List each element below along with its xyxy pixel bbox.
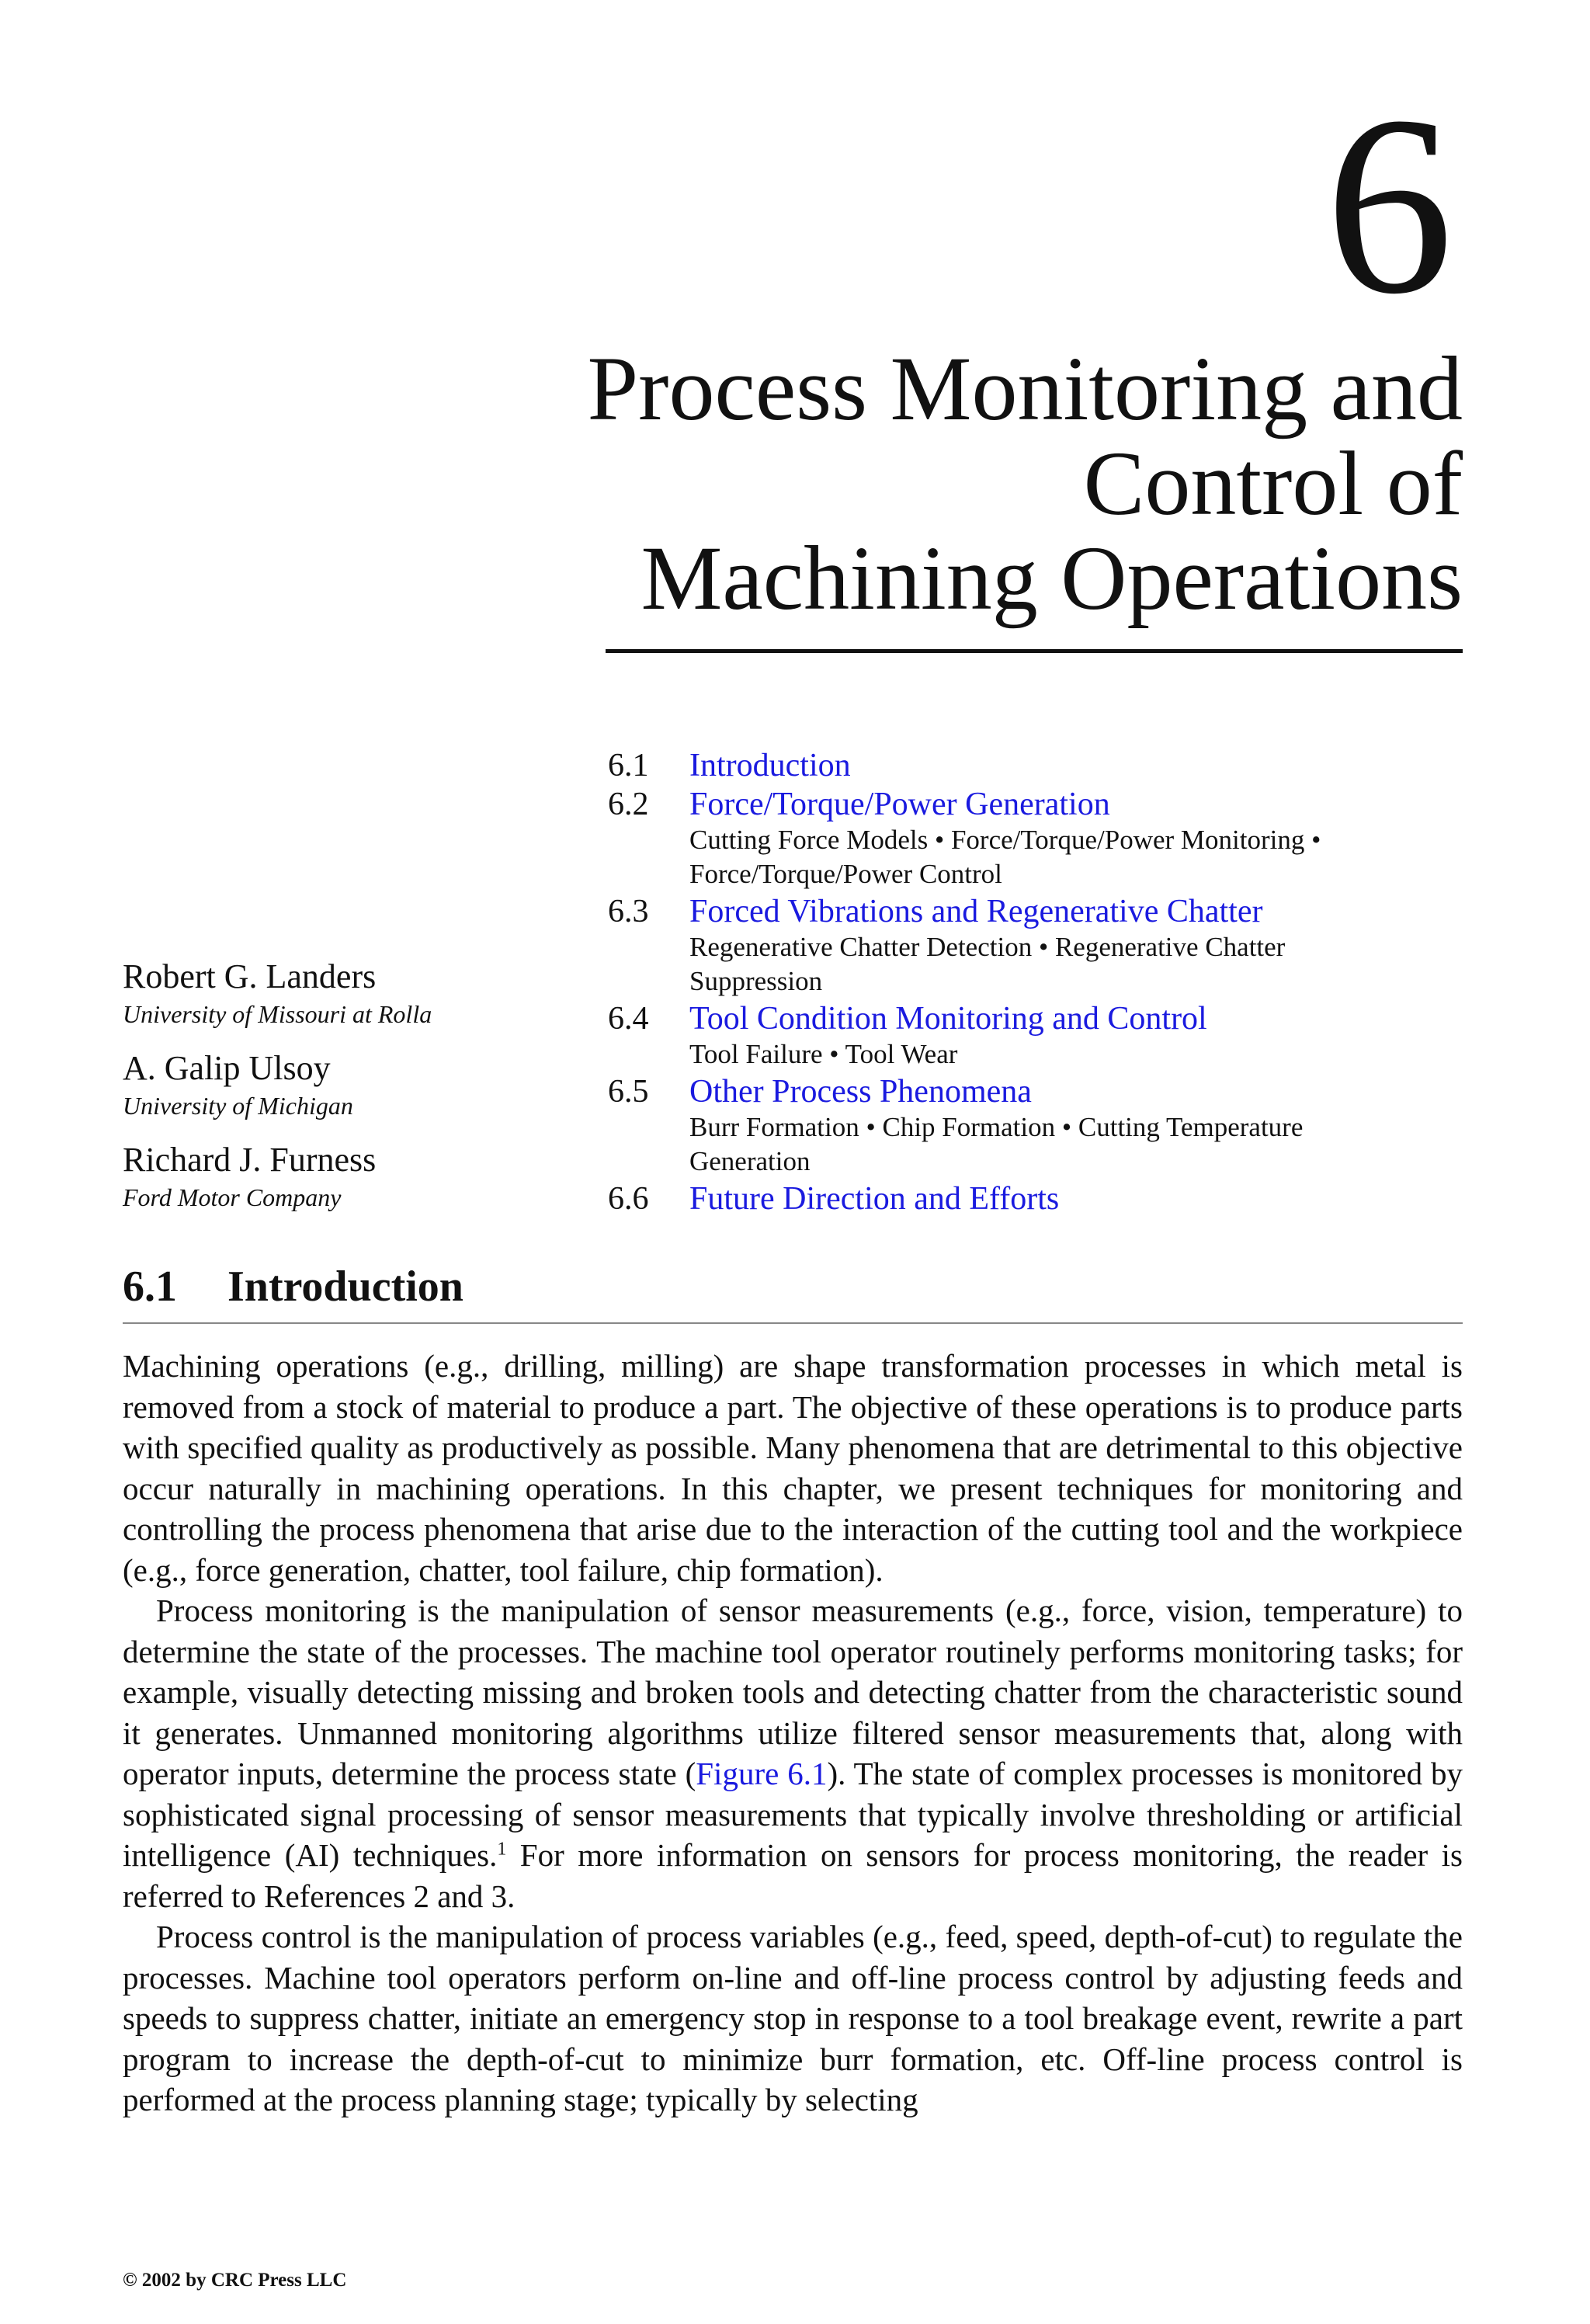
table-of-contents [608, 747, 1470, 1219]
footnote-reference: 1 [497, 1839, 507, 1860]
toc-link-tool-condition[interactable]: Tool Condition Monitoring and Control [689, 1001, 1207, 1037]
author-name: Richard J. Furness [123, 1141, 377, 1179]
section-number: 6.1 [123, 1263, 177, 1311]
toc-link-force-torque-power[interactable]: Force/Torque/Power Generation [689, 787, 1110, 822]
chapter-number: 6 [1325, 64, 1453, 347]
paragraph-text: ). The state of complex processes is monitored by sophisticated signal processing of sensor measurements that typically involve thresholding or artificial intelligence (AI) techniques. [123, 1756, 1463, 1873]
author-affiliation: University of Missouri at Rolla [123, 1000, 432, 1028]
paragraph: Process control is the manipulation of process variables (e.g., feed, speed, depth-of-cut) to regulate the processes. Machine tool operators perform on-line and off-line process control by adjusting feeds and speeds to suppress chatter, initiate an emergency stop in response to a tool breakage event, rewrite a part program to increase the depth-of-cut to minimize burr formation, etc. Off-line process control is performed at the process planning stage; typically by selecting [123, 1919, 1463, 2117]
toc-subtopics: Regenerative Chatter Detection • Regenerative Chatter Suppression [689, 932, 1286, 996]
toc-entry [608, 786, 1470, 891]
body-text [123, 1346, 1463, 2121]
toc-subtopics: Cutting Force Models • Force/Torque/Power Monitoring • Force/Torque/Power Control [689, 825, 1321, 889]
toc-link-future-direction[interactable]: Future Direction and Efforts [689, 1181, 1060, 1217]
section-divider [123, 1322, 1463, 1324]
toc-entry [608, 747, 1470, 784]
toc-subtopics: Tool Failure • Tool Wear [689, 1039, 958, 1069]
author-name: A. Galip Ulsoy [123, 1049, 331, 1087]
author-affiliation: Ford Motor Company [123, 1183, 342, 1211]
section-title: Introduction [227, 1263, 463, 1311]
paragraph: Machining operations (e.g., drilling, milling) are shape transformation processes in which metal is removed from a stock of material to produce a part. The objective of these operations is to produce parts with specified quality as productively as possible. Many phenomena that are detrimental to this objective occur naturally in machining operations. In this chapter, we present techniques for monitoring and controlling the process phenomena that arise due to the interaction of the cutting tool and the workpiece (e.g., force generation, chatter, tool failure, chip formation). [123, 1348, 1463, 1588]
section-heading [123, 1259, 463, 1314]
toc-entry-number: 6.2 [608, 787, 649, 822]
paragraph-text: For more information on sensors for process monitoring, the reader is referred to References 2 and 3. [123, 1837, 1463, 1914]
figure-link[interactable]: Figure 6.1 [696, 1756, 828, 1791]
chapter-title-line: Control of [1083, 432, 1463, 534]
toc-link-other-phenomena[interactable]: Other Process Phenomena [689, 1074, 1032, 1110]
toc-link-chatter[interactable]: Forced Vibrations and Regenerative Chatter [689, 894, 1263, 929]
toc-entry [608, 1000, 1470, 1072]
toc-entry [608, 1180, 1470, 1218]
toc-entry-number: 6.5 [608, 1074, 649, 1110]
title-divider [606, 649, 1463, 653]
author-affiliation: University of Michigan [123, 1092, 353, 1120]
toc-entry-number: 6.1 [608, 748, 649, 783]
toc-entry-number: 6.4 [608, 1001, 649, 1037]
author-name: Robert G. Landers [123, 957, 377, 995]
chapter-title [453, 338, 1463, 629]
toc-entry-number: 6.6 [608, 1181, 649, 1217]
toc-link-introduction[interactable]: Introduction [689, 748, 851, 783]
paragraph-text: Process monitoring is the manipulation of sensor measurements (e.g., force, vision, temperature) to determine the state of the processes. The machine tool operator routinely performs monitoring tasks; for example, visually detecting missing and broken tools and detecting chatter from the characteristic sound it generates. Unmanned monitoring algorithms utilize filtered sensor measurements that, along with operator inputs, determine the process state ( [123, 1593, 1463, 1791]
toc-subtopics: Burr Formation • Chip Formation • Cutting Temperature Generation [689, 1112, 1304, 1176]
toc-entry [608, 1073, 1470, 1179]
toc-entry [608, 893, 1470, 999]
paragraph [123, 1590, 1463, 1916]
author-list [123, 955, 604, 1230]
chapter-title-line: Machining Operations [641, 527, 1463, 629]
copyright-footer: © 2002 by CRC Press LLC [123, 2270, 347, 2291]
toc-entry-number: 6.3 [608, 894, 649, 929]
chapter-title-line: Process Monitoring and [587, 338, 1463, 439]
